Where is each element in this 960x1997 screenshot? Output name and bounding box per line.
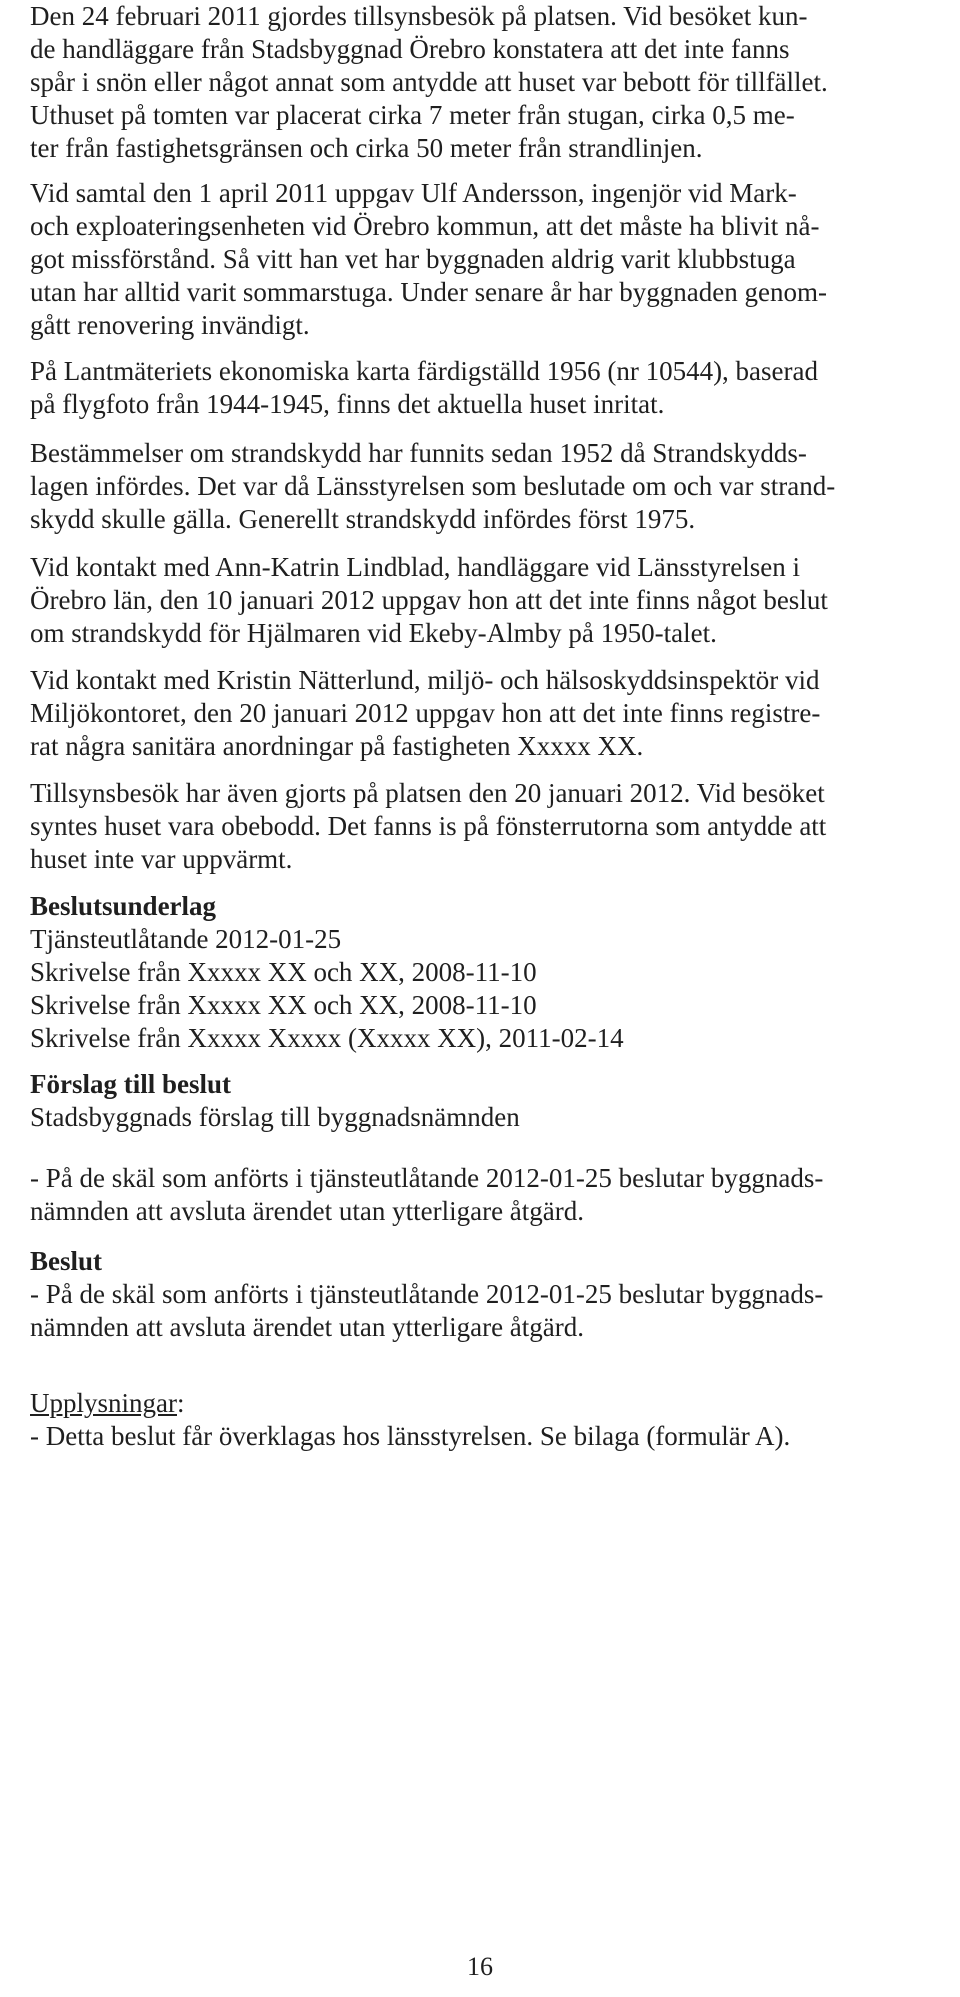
text-line: got missförstånd. Så vitt han vet har byggnaden aldrig varit klubbstuga: [30, 244, 796, 274]
paragraph-map: [30, 355, 818, 421]
text-line: syntes huset vara obebodd. Det fanns is på fönsterrutorna som antydde att: [30, 811, 827, 841]
text-line: Vid kontakt med Ann-Katrin Lindblad, handläggare vid Länsstyrelsen i: [30, 552, 800, 582]
text-line: ter från fastighetsgränsen och cirka 50 meter från strandlinjen.: [30, 133, 703, 163]
section-beslut: [30, 1245, 823, 1344]
section-upplysningar: [30, 1387, 790, 1453]
list-item: Tjänsteutlåtande 2012-01-25: [30, 924, 342, 954]
text-line: på flygfoto från 1944-1945, finns det aktuella huset inritat.: [30, 389, 665, 419]
text-line: - På de skäl som anförts i tjänsteutlåtande 2012-01-25 beslutar byggnads-: [30, 1163, 824, 1193]
text-line: På Lantmäteriets ekonomiska karta färdigställd 1956 (nr 10544), baserad: [30, 356, 819, 386]
text-line: Vid kontakt med Kristin Nätterlund, miljö- och hälsoskyddsinspektör vid: [30, 665, 820, 695]
text-line: gått renovering invändigt.: [30, 310, 310, 340]
text-line: utan har alltid varit sommarstuga. Under senare år har byggnaden genom-: [30, 277, 827, 307]
list-item: Skrivelse från Xxxxx XX och XX, 2008-11-10: [30, 990, 537, 1020]
text-line: och exploateringsenheten vid Örebro kommun, att det måste ha blivit nå-: [30, 211, 820, 241]
list-item: Skrivelse från Xxxxx XX och XX, 2008-11-10: [30, 957, 537, 987]
text-line: rat några sanitära anordningar på fastigheten Xxxxx XX.: [30, 731, 644, 761]
heading-colon: :: [176, 1388, 185, 1418]
proposal-text: [30, 1162, 823, 1228]
section-heading: Upplysningar: [30, 1388, 177, 1418]
section-beslutsunderlag: [30, 890, 624, 1055]
section-heading: Beslutsunderlag: [30, 891, 217, 921]
paragraph-second-visit: [30, 777, 826, 876]
text-line: nämnden att avsluta ärendet utan ytterligare åtgärd.: [30, 1312, 585, 1342]
text-line: huset inte var uppvärmt.: [30, 844, 293, 874]
text-line: Vid samtal den 1 april 2011 uppgav Ulf Andersson, ingenjör vid Mark-: [30, 178, 797, 208]
paragraph-conversation: [30, 177, 827, 342]
paragraph-environment-contact: [30, 664, 820, 763]
section-heading-line: [30, 1387, 790, 1420]
text-line: Örebro län, den 10 januari 2012 uppgav hon att det inte finns något beslut: [30, 585, 828, 615]
page-number: 16: [467, 1952, 493, 1981]
section-subheading: Stadsbyggnads förslag till byggnadsnämnden: [30, 1102, 520, 1132]
text-line: nämnden att avsluta ärendet utan ytterligare åtgärd.: [30, 1196, 585, 1226]
text-line: lagen infördes. Det var då Länsstyrelsen som beslutade om och var strand-: [30, 471, 836, 501]
text-line: Bestämmelser om strandskydd har funnits sedan 1952 då Strandskydds-: [30, 438, 807, 468]
text-line: Tillsynsbesök har även gjorts på platsen den 20 januari 2012. Vid besöket: [30, 778, 825, 808]
text-line: - Detta beslut får överklagas hos länsstyrelsen. Se bilaga (formulär A).: [30, 1421, 791, 1451]
text-line: de handläggare från Stadsbyggnad Örebro konstatera att det inte fanns: [30, 34, 790, 64]
text-line: Den 24 februari 2011 gjordes tillsynsbesök på platsen. Vid besöket kun-: [30, 1, 808, 31]
text-line: - På de skäl som anförts i tjänsteutlåtande 2012-01-25 beslutar byggnads-: [30, 1279, 824, 1309]
section-forslag-till-beslut: [30, 1068, 520, 1134]
paragraph-county-contact: [30, 551, 828, 650]
text-line: Uthuset på tomten var placerat cirka 7 meter från stugan, cirka 0,5 me-: [30, 100, 795, 130]
list-item: Skrivelse från Xxxxx Xxxxx (Xxxxx XX), 2011-02-14: [30, 1023, 624, 1053]
text-line: skydd skulle gälla. Generellt strandskydd infördes först 1975.: [30, 504, 696, 534]
section-heading: Förslag till beslut: [30, 1069, 231, 1099]
paragraph-shore-protection: [30, 437, 835, 536]
text-line: Miljökontoret, den 20 januari 2012 uppgav hon att det inte finns registre-: [30, 698, 821, 728]
text-line: om strandskydd för Hjälmaren vid Ekeby-Almby på 1950-talet.: [30, 618, 717, 648]
text-line: spår i snön eller något annat som antydde att huset var bebott för tillfället.: [30, 67, 828, 97]
section-heading: Beslut: [30, 1246, 103, 1276]
paragraph-inspection-visit: [30, 0, 828, 165]
